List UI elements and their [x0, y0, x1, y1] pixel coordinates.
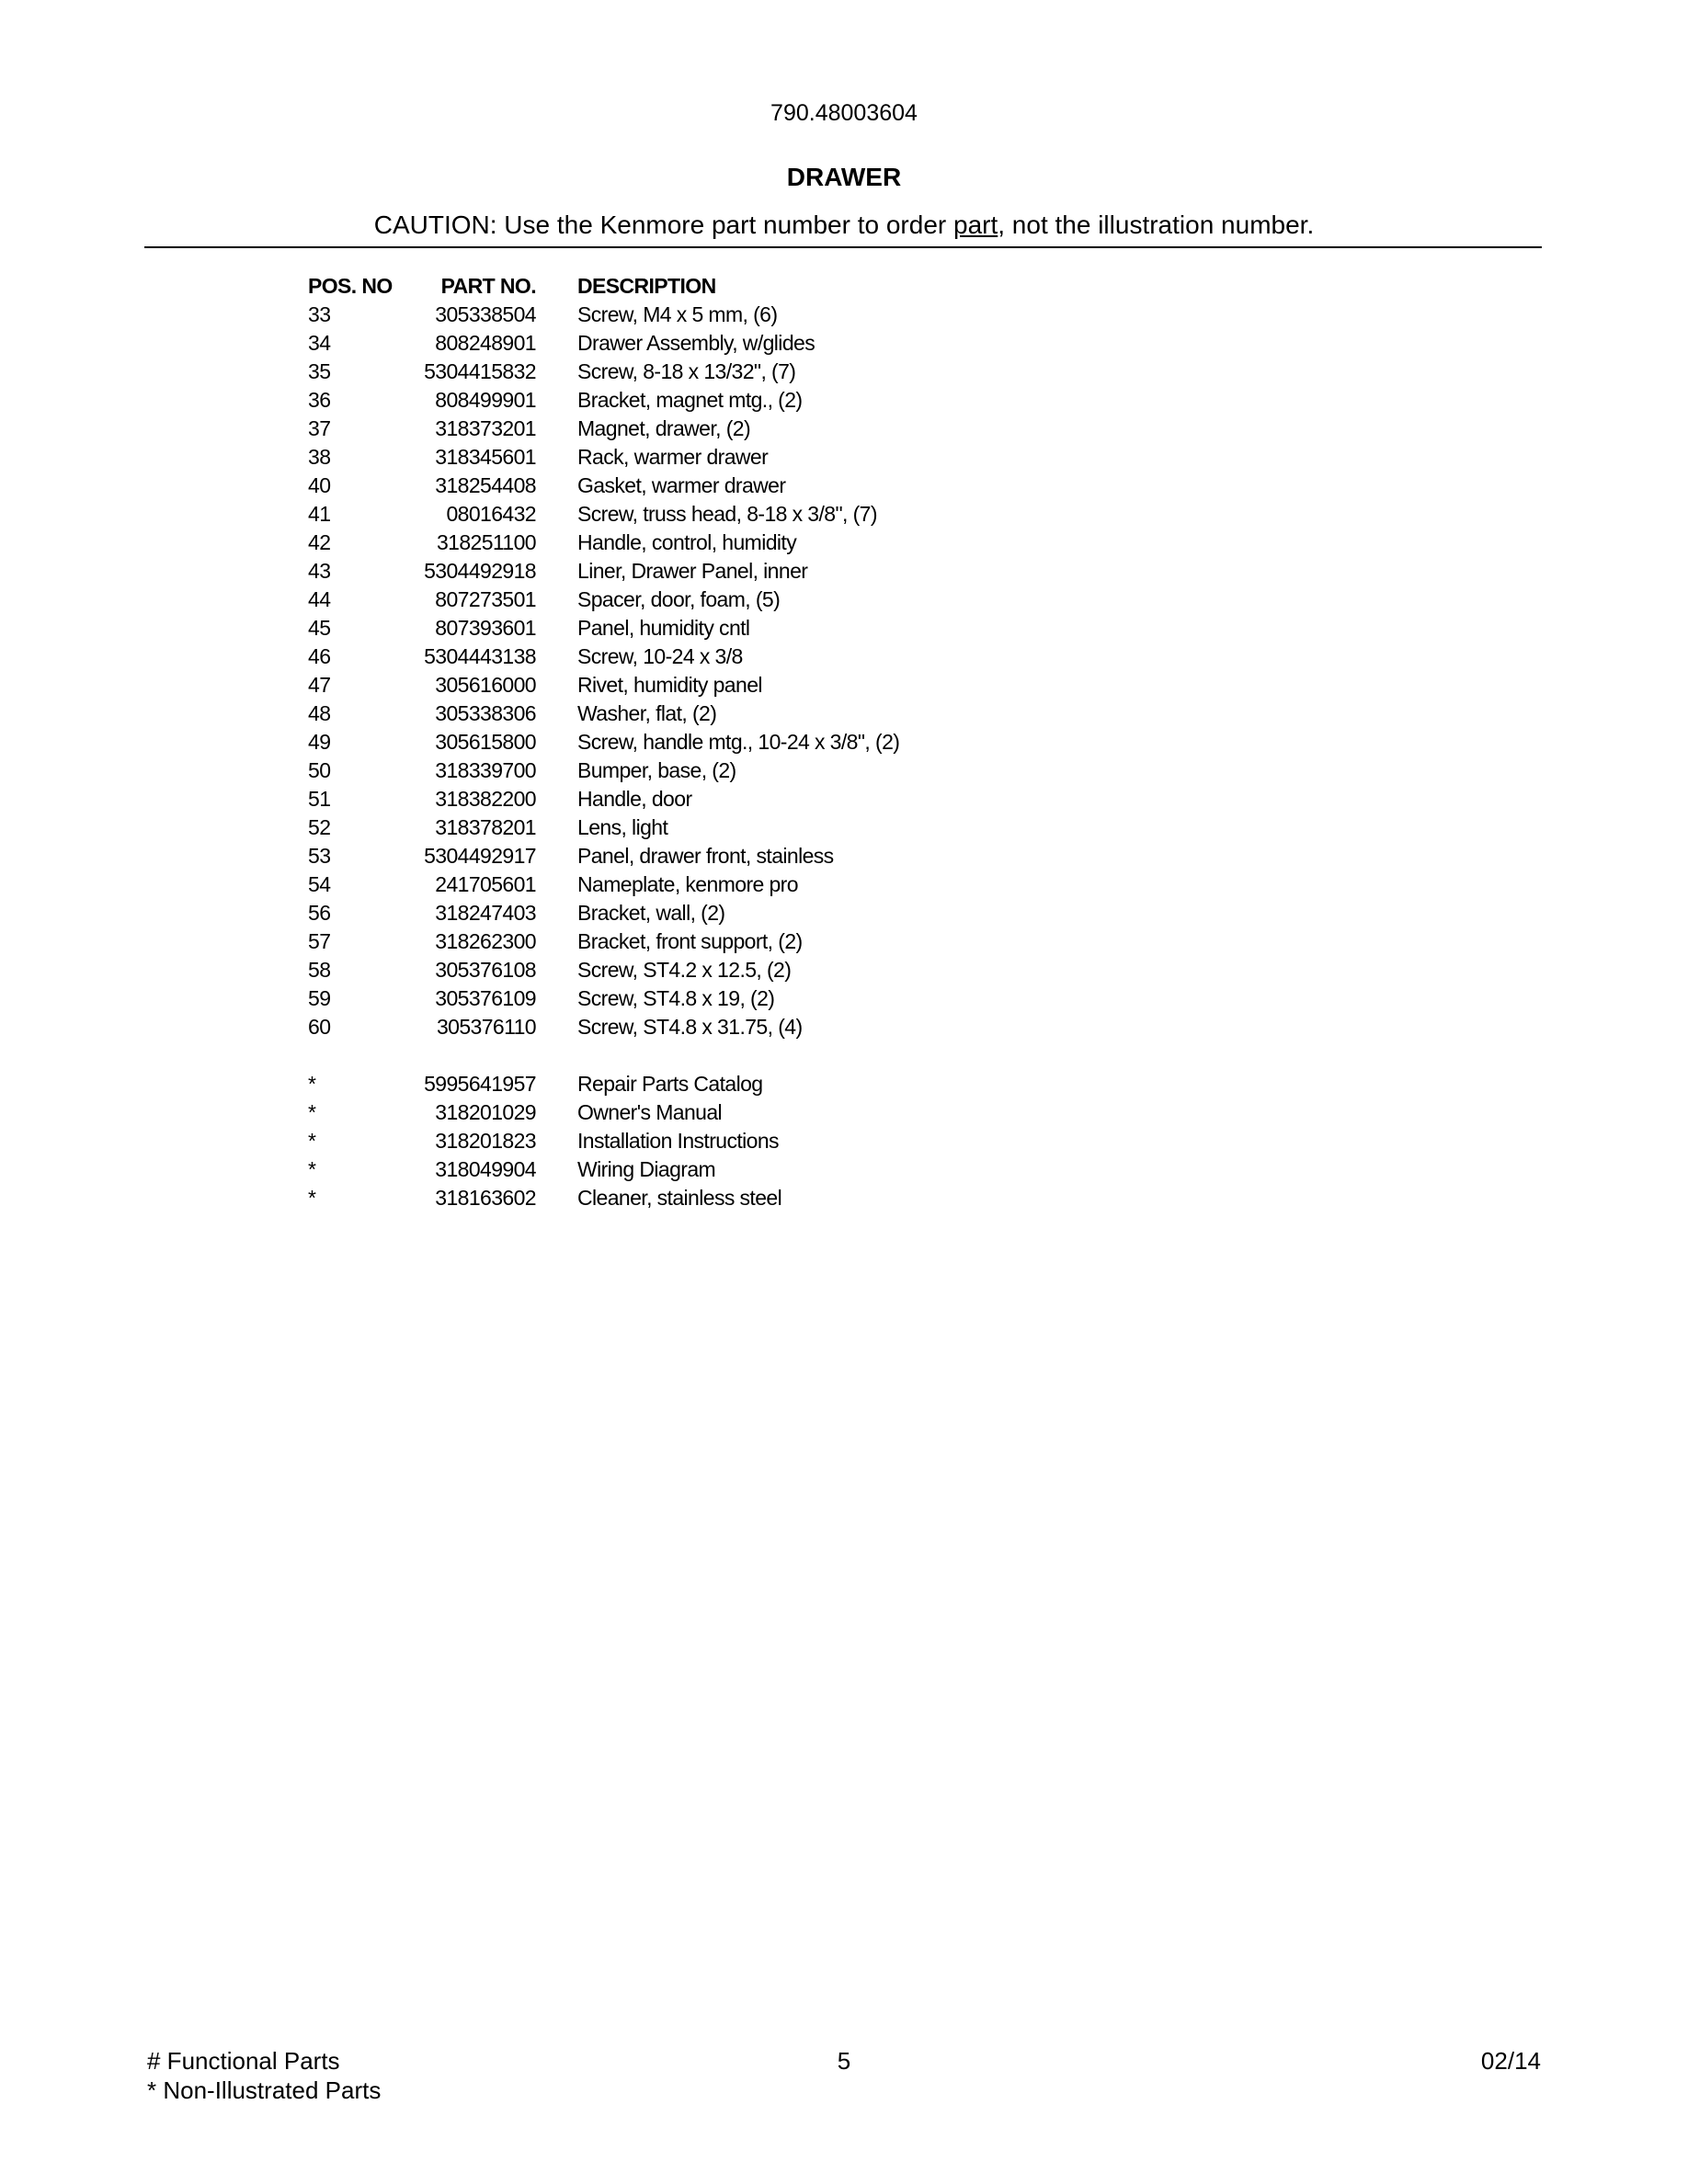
part-pos: 56	[308, 901, 331, 925]
part-number: 08016432	[446, 502, 536, 526]
part-number: 305376108	[435, 958, 536, 982]
part-description: Drawer Assembly, w/glides	[577, 331, 815, 355]
header-divider	[144, 246, 1542, 248]
part-pos: 53	[308, 844, 331, 868]
part-number: 318262300	[435, 929, 536, 953]
part-pos: 58	[308, 958, 331, 982]
part-description: Repair Parts Catalog	[577, 1072, 763, 1096]
part-pos: 41	[308, 502, 331, 526]
part-pos: 47	[308, 673, 331, 697]
part-pos: 38	[308, 445, 331, 469]
part-number: 808248901	[435, 331, 536, 355]
legend-non-illustrated-parts: * Non-Illustrated Parts	[147, 2076, 382, 2104]
part-pos: *	[308, 1186, 316, 1210]
model-number: 790.48003604	[770, 100, 918, 126]
part-pos: 54	[308, 872, 331, 896]
part-description: Spacer, door, foam, (5)	[577, 587, 781, 611]
part-description: Panel, drawer front, stainless	[577, 844, 834, 868]
part-pos: 37	[308, 416, 331, 440]
section-title: DRAWER	[786, 163, 902, 191]
column-header-pos: POS. NO	[308, 274, 393, 298]
part-number: 808499901	[435, 388, 536, 412]
part-number: 5304492918	[424, 559, 536, 583]
part-pos: 44	[308, 587, 331, 611]
part-number: 5304443138	[424, 644, 536, 668]
caution-text-end: , not the illustration number.	[998, 210, 1315, 239]
part-description: Bumper, base, (2)	[577, 758, 736, 782]
part-number: 318254408	[435, 473, 536, 497]
part-number: 305616000	[435, 673, 536, 697]
part-number: 318339700	[435, 758, 536, 782]
part-description: Wiring Diagram	[577, 1157, 716, 1181]
part-description: Rivet, humidity panel	[577, 673, 762, 697]
part-description: Lens, light	[577, 815, 668, 839]
part-pos: 60	[308, 1015, 331, 1039]
part-description: Screw, ST4.2 x 12.5, (2)	[577, 958, 792, 982]
part-number: 318373201	[435, 416, 536, 440]
part-pos: 42	[308, 530, 331, 554]
part-description: Bracket, front support, (2)	[577, 929, 803, 953]
caution-underlined-word: part	[953, 210, 998, 239]
part-number: 5995641957	[424, 1072, 536, 1096]
legend-functional-parts: # Functional Parts	[147, 2047, 340, 2075]
column-header-part: PART NO.	[440, 274, 536, 298]
part-pos: 46	[308, 644, 331, 668]
part-description: Screw, truss head, 8-18 x 3/8", (7)	[577, 502, 877, 526]
part-number: 807273501	[435, 587, 536, 611]
caution-notice	[0, 210, 1688, 241]
part-pos: 33	[308, 302, 331, 326]
date-code: 02/14	[1480, 2047, 1541, 2075]
part-description: Handle, door	[577, 787, 692, 811]
part-pos: 36	[308, 388, 331, 412]
part-pos: 35	[308, 359, 331, 383]
part-number: 5304492917	[424, 844, 536, 868]
part-number: 318201029	[435, 1100, 536, 1124]
part-pos: 48	[308, 701, 331, 725]
part-description: Nameplate, kenmore pro	[577, 872, 798, 896]
part-description: Screw, 10-24 x 3/8	[577, 644, 743, 668]
part-description: Rack, warmer drawer	[577, 445, 769, 469]
page-number: 5	[837, 2047, 851, 2075]
part-pos: *	[308, 1072, 316, 1096]
part-pos: 57	[308, 929, 331, 953]
part-number: 5304415832	[424, 359, 536, 383]
part-number: 305338504	[435, 302, 536, 326]
part-description: Screw, ST4.8 x 19, (2)	[577, 986, 775, 1010]
part-description: Bracket, wall, (2)	[577, 901, 725, 925]
part-pos: 49	[308, 730, 331, 754]
part-description: Screw, 8-18 x 13/32", (7)	[577, 359, 796, 383]
part-number: 318378201	[435, 815, 536, 839]
part-pos: *	[308, 1100, 316, 1124]
part-number: 305338306	[435, 701, 536, 725]
part-pos: 45	[308, 616, 331, 640]
part-number: 241705601	[435, 872, 536, 896]
part-description: Screw, M4 x 5 mm, (6)	[577, 302, 778, 326]
part-pos: 51	[308, 787, 331, 811]
part-pos: *	[308, 1157, 316, 1181]
part-number: 305615800	[435, 730, 536, 754]
part-description: Washer, flat, (2)	[577, 701, 717, 725]
part-pos: 52	[308, 815, 331, 839]
part-description: Owner's Manual	[577, 1100, 723, 1124]
part-number: 807393601	[435, 616, 536, 640]
part-number: 318163602	[435, 1186, 536, 1210]
part-pos: 40	[308, 473, 331, 497]
part-pos: 34	[308, 331, 331, 355]
part-description: Gasket, warmer drawer	[577, 473, 786, 497]
part-description: Handle, control, humidity	[577, 530, 797, 554]
part-description: Cleaner, stainless steel	[577, 1186, 782, 1210]
part-pos: 43	[308, 559, 331, 583]
caution-text-start: CAUTION: Use the Kenmore part number to order	[373, 210, 953, 239]
part-number: 318201823	[435, 1129, 536, 1153]
part-pos: *	[308, 1129, 316, 1153]
part-number: 318049904	[435, 1157, 536, 1181]
part-number: 305376109	[435, 986, 536, 1010]
part-pos: 50	[308, 758, 331, 782]
part-description: Screw, ST4.8 x 31.75, (4)	[577, 1015, 803, 1039]
part-number: 318251100	[436, 530, 536, 554]
part-number: 318345601	[435, 445, 536, 469]
part-number: 318382200	[435, 787, 536, 811]
part-description: Installation Instructions	[577, 1129, 779, 1153]
part-number: 305376110	[436, 1015, 536, 1039]
part-number: 318247403	[435, 901, 536, 925]
part-description: Magnet, drawer, (2)	[577, 416, 751, 440]
column-header-description: DESCRIPTION	[577, 274, 716, 298]
part-description: Panel, humidity cntl	[577, 616, 750, 640]
part-description: Liner, Drawer Panel, inner	[577, 559, 808, 583]
part-description: Screw, handle mtg., 10-24 x 3/8", (2)	[577, 730, 900, 754]
part-description: Bracket, magnet mtg., (2)	[577, 388, 803, 412]
part-pos: 59	[308, 986, 331, 1010]
